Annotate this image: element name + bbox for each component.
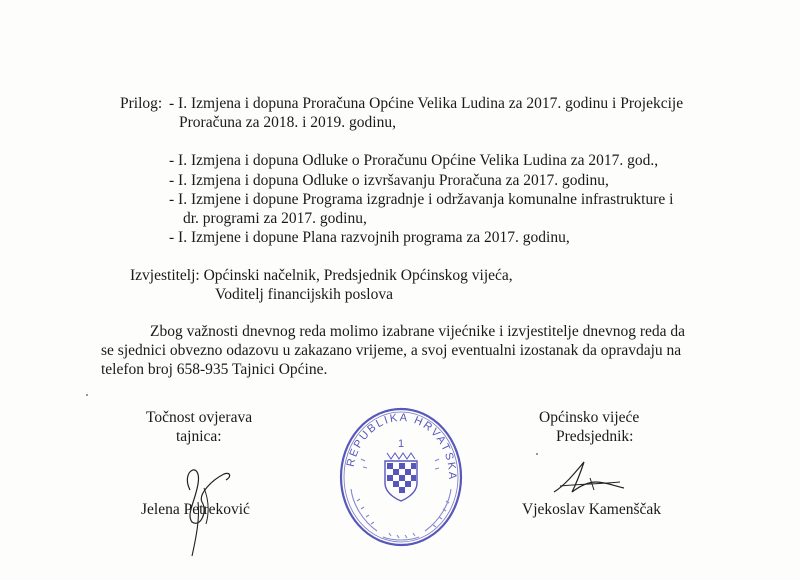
rapporteurs-line-1: Izvjestitelj: Općinski načelnik, Predsjednik Općinskog vijeća, [130, 267, 513, 284]
svg-text:1: 1 [397, 438, 405, 450]
notice-line-2: se sjednici obvezno odazovu u zakazano vrijeme, a svoj eventualni izostanak da opravdaju na [101, 342, 682, 359]
speck [536, 453, 538, 455]
official-stamp [337, 405, 465, 547]
left-signature-line-2: tajnica: [176, 428, 222, 445]
attachment-item-3: - I. Izmjena i dopuna Odluke o izvršavanju Proračuna za 2017. godinu, [169, 172, 609, 189]
attachment-item-1-line-2: Proračuna za 2018. i 2019. godinu, [179, 114, 396, 131]
speck [86, 394, 88, 396]
right-signature-line-2: Predsjednik: [556, 428, 634, 445]
left-signature-line-1: Točnost ovjerava [146, 409, 253, 426]
notice-line-3: telefon broj 658-935 Tajnici Općine. [101, 361, 328, 378]
right-signature-name: Vjekoslav Kamenščak [522, 501, 662, 518]
attachment-item-2: - I. Izmjena i dopuna Odluke o Proračunu Općine Velika Ludina za 2017. god., [169, 152, 659, 169]
svg-text:REPUBLIKA HRVATSKA: REPUBLIKA HRVATSKA [344, 411, 459, 482]
attachment-item-1-line-1: - I. Izmjena i dopuna Proračuna Općine Velika Ludina za 2017. godinu i Projekcije [169, 95, 684, 112]
attachment-item-4-line-1: - I. Izmjene i dopune Programa izgradnje i održavanja komunalne infrastrukture i [169, 191, 674, 208]
handwritten-signature-right [550, 456, 630, 500]
notice-line-1: Zbog važnosti dnevnog reda molimo izabrane vijećnike i izvjestitelje dnevnog reda da [150, 323, 685, 340]
left-signature-name: Jelena Petreković [141, 501, 250, 518]
attachments-prefix: Prilog: [120, 95, 163, 112]
attachment-item-4-line-2: dr. programi za 2017. godinu, [183, 210, 367, 227]
right-signature-line-1: Općinsko vijeće [539, 409, 640, 426]
rapporteurs-line-2: Voditelj financijskih poslova [215, 286, 393, 303]
attachment-item-5: - I. Izmjene i dopune Plana razvojnih programa za 2017. godinu, [169, 229, 570, 246]
